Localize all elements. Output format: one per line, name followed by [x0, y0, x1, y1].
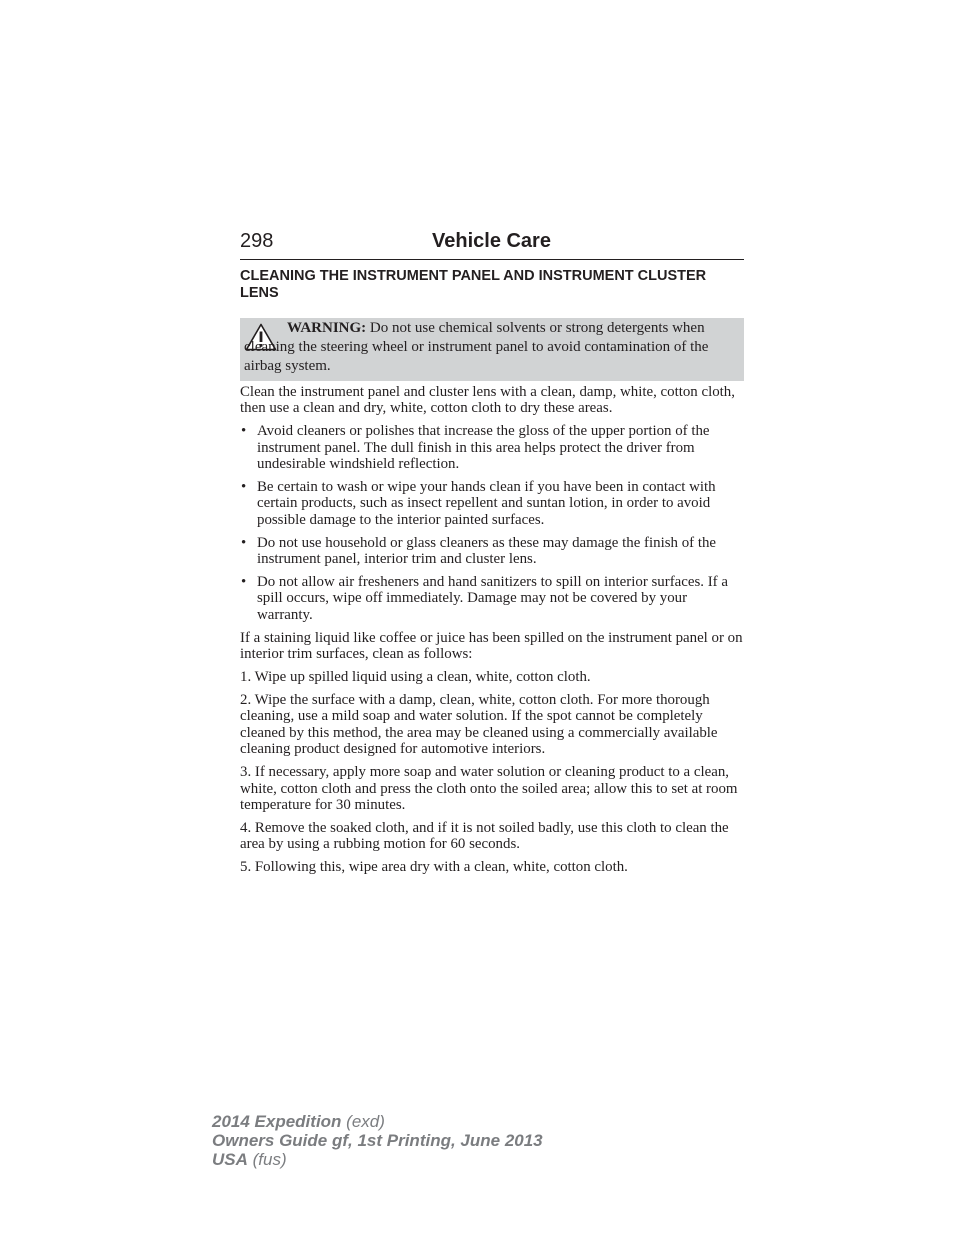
intro-paragraph: Clean the instrument panel and cluster lens with a clean, damp, white, cotton cloth, then use a clean and dry, white, cotton cloth to dry these areas.: [240, 384, 735, 417]
list-item: [240, 479, 746, 528]
list-item-text: Be certain to wash or wipe your hands clean if you have been in contact with certain products, such as insect repellent and suntan lotion, in order to avoid possible damage to the interior painted surfaces.: [257, 479, 716, 528]
section-heading: CLEANING THE INSTRUMENT PANEL AND INSTRUMENT CLUSTER LENS: [240, 268, 707, 301]
step-4: 4. Remove the soaked cloth, and if it is not soiled badly, use this cloth to clean the area by using a rubbing motion for 60 seconds.: [240, 819, 729, 853]
list-item: [240, 535, 746, 568]
body-text: [240, 384, 746, 882]
footer-line-model: [212, 1112, 543, 1131]
list-item-text: Do not use household or glass cleaners as these may damage the finish of the instrument panel, interior trim and cluster lens.: [257, 534, 717, 568]
step-1: 1. Wipe up spilled liquid using a clean, white, cotton cloth.: [240, 669, 591, 686]
warning-text: [244, 319, 736, 376]
stain-intro-paragraph: If a staining liquid like coffee or juice has been spilled on the instrument panel or on interior trim surfaces, clean as follows:: [240, 629, 743, 663]
page-number: 298: [240, 230, 274, 252]
page-header: [240, 229, 744, 260]
footer-line-printing: [212, 1131, 543, 1150]
bullet-icon: •: [241, 423, 247, 440]
list-item-text: Do not allow air fresheners and hand sanitizers to spill on interior surfaces. If a spill occurs, wipe off immediately. Damage may not be covered by your warranty.: [257, 574, 728, 623]
bullet-icon: •: [241, 574, 247, 591]
chapter-title: Vehicle Care: [432, 230, 551, 252]
warning-message: Do not use chemical solvents or strong detergents when cleaning the steering wheel or instrument panel to avoid contamination of the airbag system.: [244, 320, 709, 374]
precaution-list: [240, 423, 746, 623]
bullet-icon: •: [241, 479, 247, 496]
footer-market: USA: [212, 1150, 248, 1169]
bullet-icon: •: [241, 534, 247, 551]
list-item: [240, 423, 746, 472]
page-footer: [212, 1112, 543, 1169]
list-item: [240, 574, 746, 623]
step-5: 5. Following this, wipe area dry with a clean, white, cotton cloth.: [240, 859, 628, 876]
footer-model: 2014 Expedition: [212, 1112, 342, 1131]
step-3: 3. If necessary, apply more soap and water solution or cleaning product to a clean, white, cotton cloth and press the cloth onto the soiled area; allow this to set at room temperature for 30 minutes.: [240, 764, 738, 813]
warning-label: WARNING:: [287, 320, 367, 336]
warning-box: [240, 318, 744, 381]
list-item-text: Avoid cleaners or polishes that increase the gloss of the upper portion of the instrument panel. The dull finish in this area helps protect the driver from undesirable windshield reflection.: [257, 423, 710, 473]
footer-printing: Owners Guide gf, 1st Printing, June 2013: [212, 1131, 543, 1150]
footer-line-market: [212, 1150, 543, 1169]
footer-model-code: (exd): [341, 1112, 385, 1131]
step-2: 2. Wipe the surface with a damp, clean, white, cotton cloth. For more thorough cleaning, use a mild soap and water solution. If the spot cannot be completely cleaned by this method, the area may be cleaned using a commercially available cleaning product designed for automotive interiors.: [240, 692, 718, 758]
footer-market-code: (fus): [247, 1150, 287, 1169]
